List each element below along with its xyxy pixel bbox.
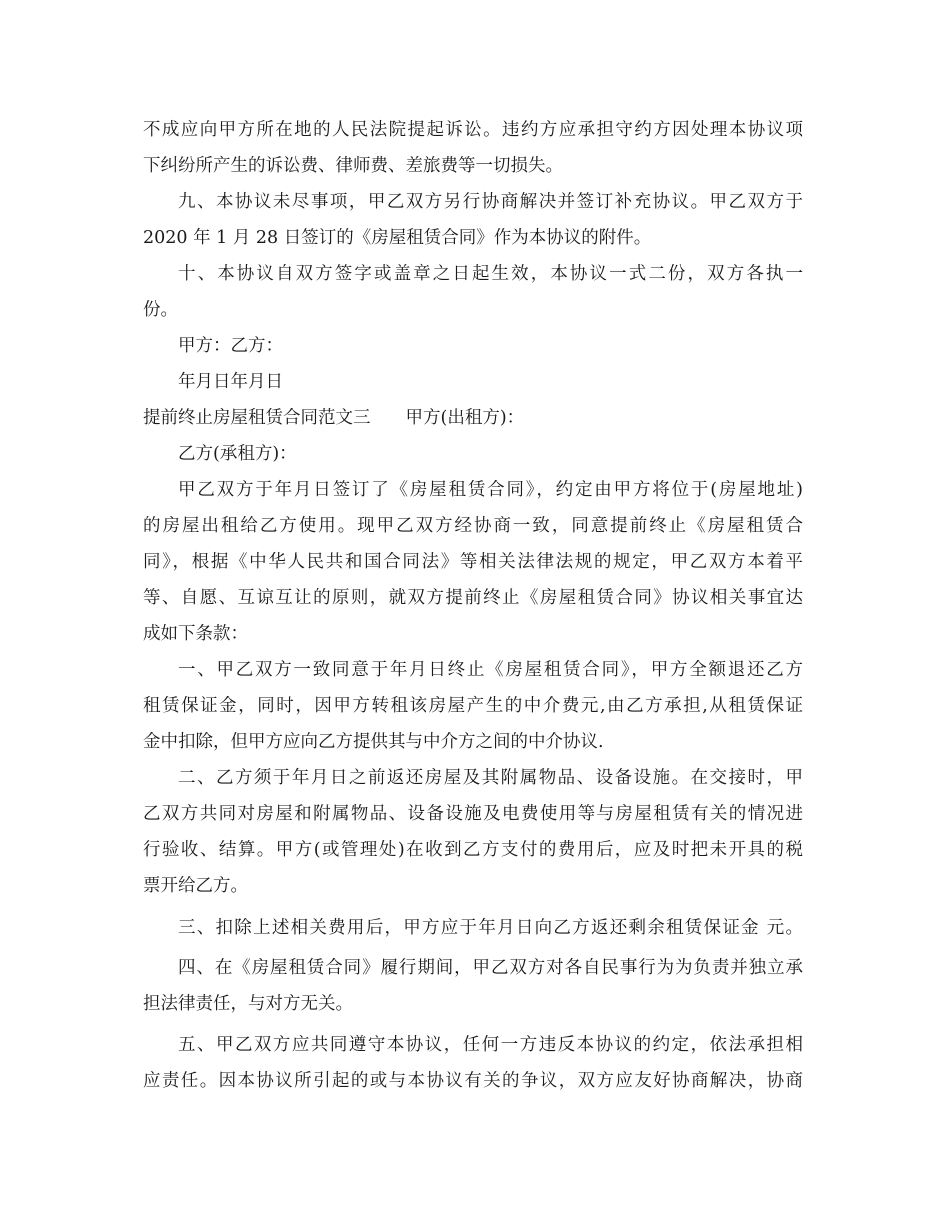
text-line: 一、甲乙双方一致同意于年月日终止《房屋租赁合同》，甲方全额退还乙方	[178, 660, 803, 680]
text-line: 成如下条款：	[143, 624, 248, 644]
text-line: 二、乙方须于年月日之前返还房屋及其附属物品、设备设施。在交接时，甲	[178, 768, 803, 788]
text-line: 应责任。因本协议所引起的或与本协议有关的争议，双方应友好协商解决，协商	[143, 1071, 803, 1091]
text-line: 甲方：乙方：	[178, 336, 283, 356]
text-line: 票开给乙方。	[143, 876, 248, 896]
text-line: 年月日年月日	[178, 372, 283, 392]
text-line: 同》，根据《中华人民共和国合同法》等相关法律法规的规定，甲乙双方本着平	[143, 552, 803, 572]
text-line: 2020 年 1 月 28 日签订的《房屋租赁合同》作为本协议的附件。	[143, 228, 652, 248]
text-line: 五、甲乙双方应共同遵守本协议，任何一方违反本协议的约定，依法承担相	[178, 1035, 803, 1055]
text-line: 三、扣除上述相关费用后，甲方应于年月日向乙方返还剩余租赁保证金 元。	[178, 918, 803, 938]
text-line: 等、自愿、互谅互让的原则，就双方提前终止《房屋租赁合同》协议相关事宜达	[143, 588, 803, 608]
text-line: 的房屋出租给乙方使用。现甲乙双方经协商一致，同意提前终止《房屋租赁合	[143, 516, 803, 536]
text-line: 乙双方共同对房屋和附属物品、设备设施及电费使用等与房屋租赁有关的情况进	[143, 804, 803, 824]
text-line: 九、本协议未尽事项，甲乙双方另行协商解决并签订补充协议。甲乙双方于	[178, 192, 803, 212]
text-line: 担法律责任，与对方无关。	[143, 994, 353, 1014]
text-line: 租赁保证金，同时，因甲方转租该房屋产生的中介费元,由乙方承担,从租赁保证	[143, 696, 803, 716]
text-line: 不成应向甲方所在地的人民法院提起诉讼。违约方应承担守约方因处理本协议项	[143, 120, 803, 140]
text-line: 份。	[143, 300, 178, 320]
text-line: 甲乙双方于年月日签订了《房屋租赁合同》，约定由甲方将位于(房屋地址)	[178, 480, 803, 500]
text-line: 十、本协议自双方签字或盖章之日起生效，本协议一式二份，双方各执一	[178, 264, 803, 284]
section-heading: 提前终止房屋租赁合同范文三 甲方(出租方)：	[143, 408, 525, 428]
text-line: 下纠纷所产生的诉讼费、律师费、差旅费等一切损失。	[143, 156, 563, 176]
text-line: 四、在《房屋租赁合同》履行期间，甲乙双方对各自民事行为为负责并独立承	[178, 958, 803, 978]
text-line: 乙方(承租方)：	[178, 444, 297, 464]
text-line: 行验收、结算。甲方(或管理处)在收到乙方支付的费用后，应及时把未开具的税	[143, 840, 803, 860]
text-line: 金中扣除，但甲方应向乙方提供其与中介方之间的中介协议.	[143, 732, 604, 752]
